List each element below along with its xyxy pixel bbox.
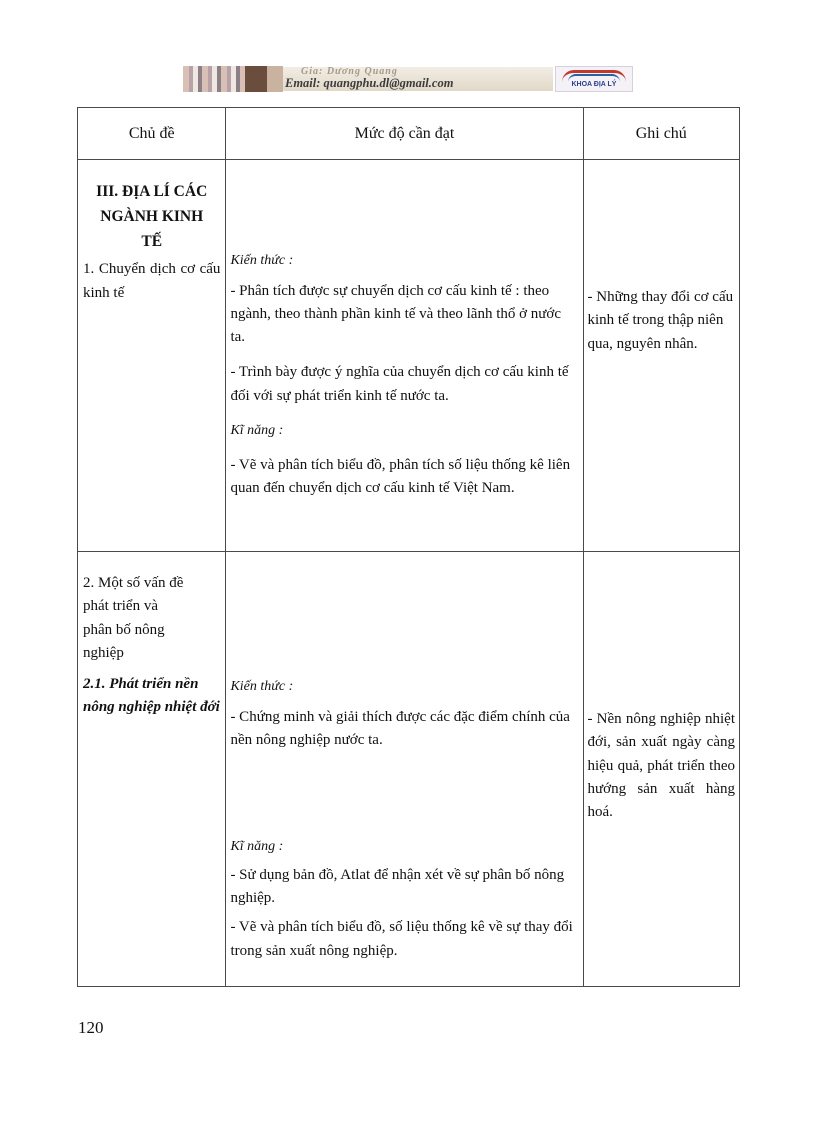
knowledge-label: Kiến thức : bbox=[230, 679, 294, 694]
topic-cell bbox=[78, 160, 226, 552]
table-row bbox=[78, 160, 740, 552]
skill-label: Kĩ năng : bbox=[230, 839, 284, 855]
knowledge-item: - Chứng minh và giải thích được các đặc điểm chính của nền nông nghiệp nước ta. bbox=[230, 708, 570, 748]
note-text: - Nền nông nghiệp nhiệt đới, sản xuất ngày càng hiệu quả, phát triển theo hướng sản xuất hàng hoá. bbox=[587, 711, 735, 820]
knowledge-label: Kiến thức : bbox=[230, 253, 294, 268]
header-topic: Chủ đề bbox=[78, 108, 226, 160]
skill-item: - Sử dụng bản đồ, Atlat để nhận xét về sự phân bố nông nghiệp. bbox=[230, 866, 565, 907]
banner-photo bbox=[245, 66, 267, 92]
topic-cell bbox=[78, 552, 226, 987]
skill-item: - Vẽ và phân tích biểu đồ, phân tích số liệu thống kê liên quan đến chuyển dịch cơ cấu kinh tế Việt Nam. bbox=[230, 456, 571, 496]
skill-item: - Vẽ và phân tích biểu đồ, số liệu thống kê về sự thay đổi trong sản xuất nông nghiệp. bbox=[230, 919, 573, 959]
table-header-row bbox=[78, 108, 740, 160]
logo-text: KHOA ĐỊA LÝ bbox=[571, 81, 617, 88]
header-banner bbox=[183, 66, 633, 92]
curriculum-table bbox=[77, 107, 740, 987]
note-text: - Những thay đổi cơ cấu kinh tế trong thập niên qua, nguyên nhân. bbox=[587, 289, 734, 352]
note-cell bbox=[583, 160, 739, 552]
objectives-cell bbox=[226, 160, 583, 552]
header-note: Ghi chú bbox=[583, 108, 739, 160]
knowledge-item: - Trình bày được ý nghĩa của chuyển dịch cơ cấu kinh tế đối với sự phát triển kinh tế nước ta. bbox=[230, 364, 569, 404]
banner-email: Email: quangphu.dl@gmail.com bbox=[285, 76, 454, 90]
skill-label: Kĩ năng : bbox=[230, 422, 284, 438]
banner-author-text: Gia: Dương Quang bbox=[301, 66, 398, 77]
section-title: III. ĐỊA LÍ CÁC NGÀNH KINH TẾ bbox=[96, 183, 208, 250]
note-cell bbox=[583, 552, 739, 987]
banner-photo bbox=[267, 66, 283, 92]
topic-subtitle: 2.1. Phát triển nền nông nghiệp nhiệt đới bbox=[83, 676, 220, 716]
section-title: 2. Một số vấn đề phát triển và phân bố nông nghiệp bbox=[83, 575, 184, 661]
topic-subtitle: 1. Chuyển dịch cơ cấu kinh tế bbox=[83, 261, 221, 301]
objectives-cell bbox=[226, 552, 583, 987]
header-level: Mức độ cần đạt bbox=[226, 108, 583, 160]
page-number: 120 bbox=[78, 1018, 104, 1037]
department-logo bbox=[555, 66, 633, 92]
knowledge-item: - Phân tích được sự chuyển dịch cơ cấu kinh tế : theo ngành, theo thành phần kinh tế và theo lãnh thổ ở nước ta. bbox=[230, 282, 562, 346]
table-row bbox=[78, 552, 740, 987]
